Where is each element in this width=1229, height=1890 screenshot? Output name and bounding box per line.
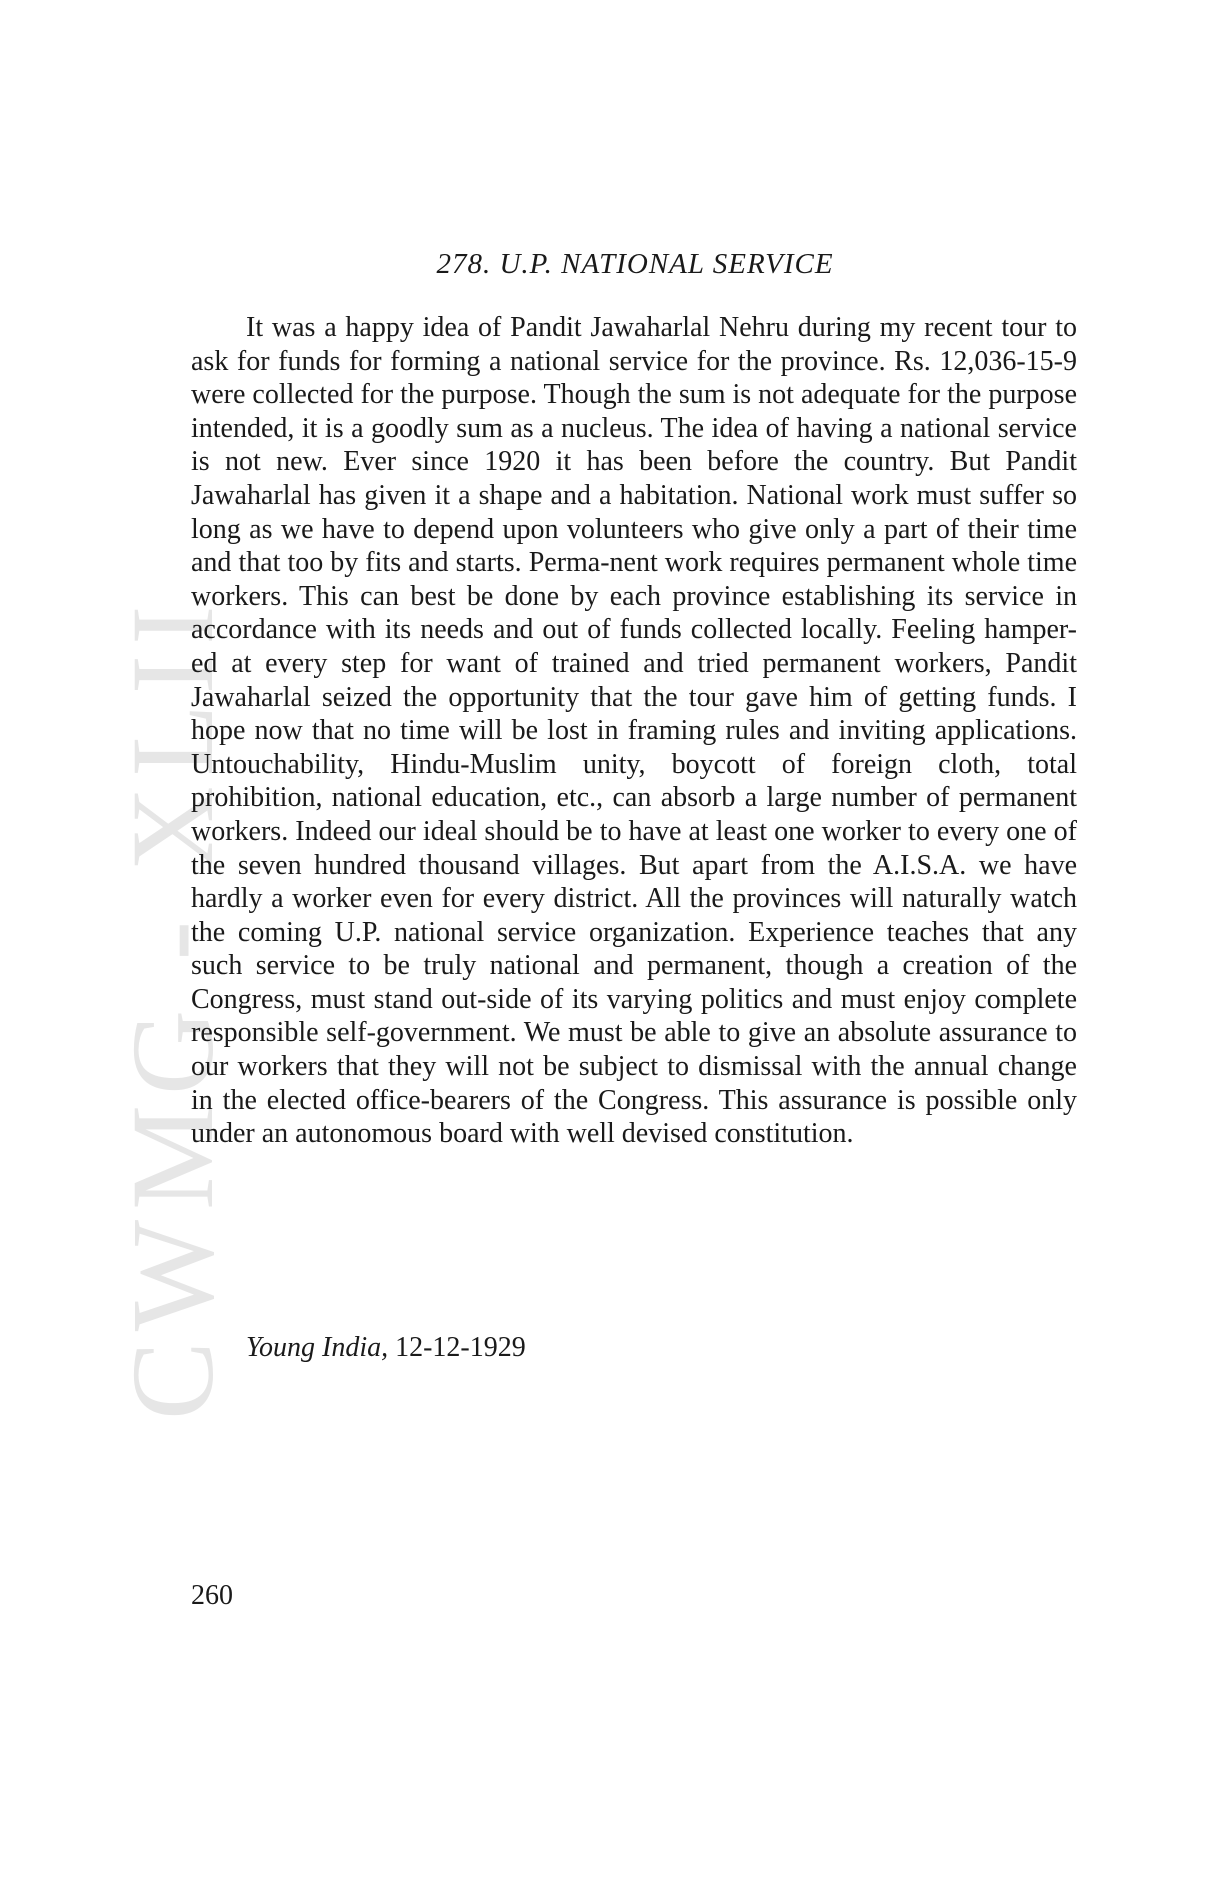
- article-body: It was a happy idea of Pandit Jawaharlal Nehru during my recent tour to ask for funds for forming a national service for the province. Rs. 12,036-15-9 were collected for the purpose. Though the sum is not adequate for the purpose intended, it is a goodly sum as a nucleus. The idea of having a national service is not new. Ever since 1920 it has been before the country. But Pandit Jawaharlal has given it a shape and a habitation. National work must suffer so long as we have to depend upon volunteers who give only a part of their time and that too by fits and starts. Perma-nent work requires permanent whole time workers. This can best be done by each province establishing its service in accordance with its needs and out of funds collected locally. Feeling hamper-ed at every step for want of trained and tried permanent workers, Pandit Jawaharlal seized the opportunity that the tour gave him of getting funds. I hope now that no time will be lost in framing rules and inviting applications. Untouchability, Hindu-Muslim unity, boycott of foreign cloth, total prohibition, national education, etc., can absorb a large number of permanent workers. Indeed our ideal should be to have at least one worker to every one of the seven hundred thousand villages. But apart from the A.I.S.A. we have hardly a worker even for every district. All the provinces will naturally watch the coming U.P. national service organization. Experience teaches that any such service to be truly national and permanent, though a creation of the Congress, must stand out-side of its varying politics and must enjoy complete responsible self-government. We must be able to give an absolute assurance to our workers that they will not be subject to dismissal with the annual change in the elected office-bearers of the Congress. This assurance is possible only under an autonomous board with well devised constitution.: [191, 312, 1077, 1150]
- watermark: CWMG - XLII: [107, 595, 238, 1420]
- article-title: 278. U.P. NATIONAL SERVICE: [436, 248, 834, 280]
- page-number: 260: [191, 1580, 233, 1611]
- source-date: 12-12-1929: [395, 1332, 526, 1363]
- source-publication: Young India,: [246, 1332, 389, 1363]
- source-citation: [246, 1332, 526, 1364]
